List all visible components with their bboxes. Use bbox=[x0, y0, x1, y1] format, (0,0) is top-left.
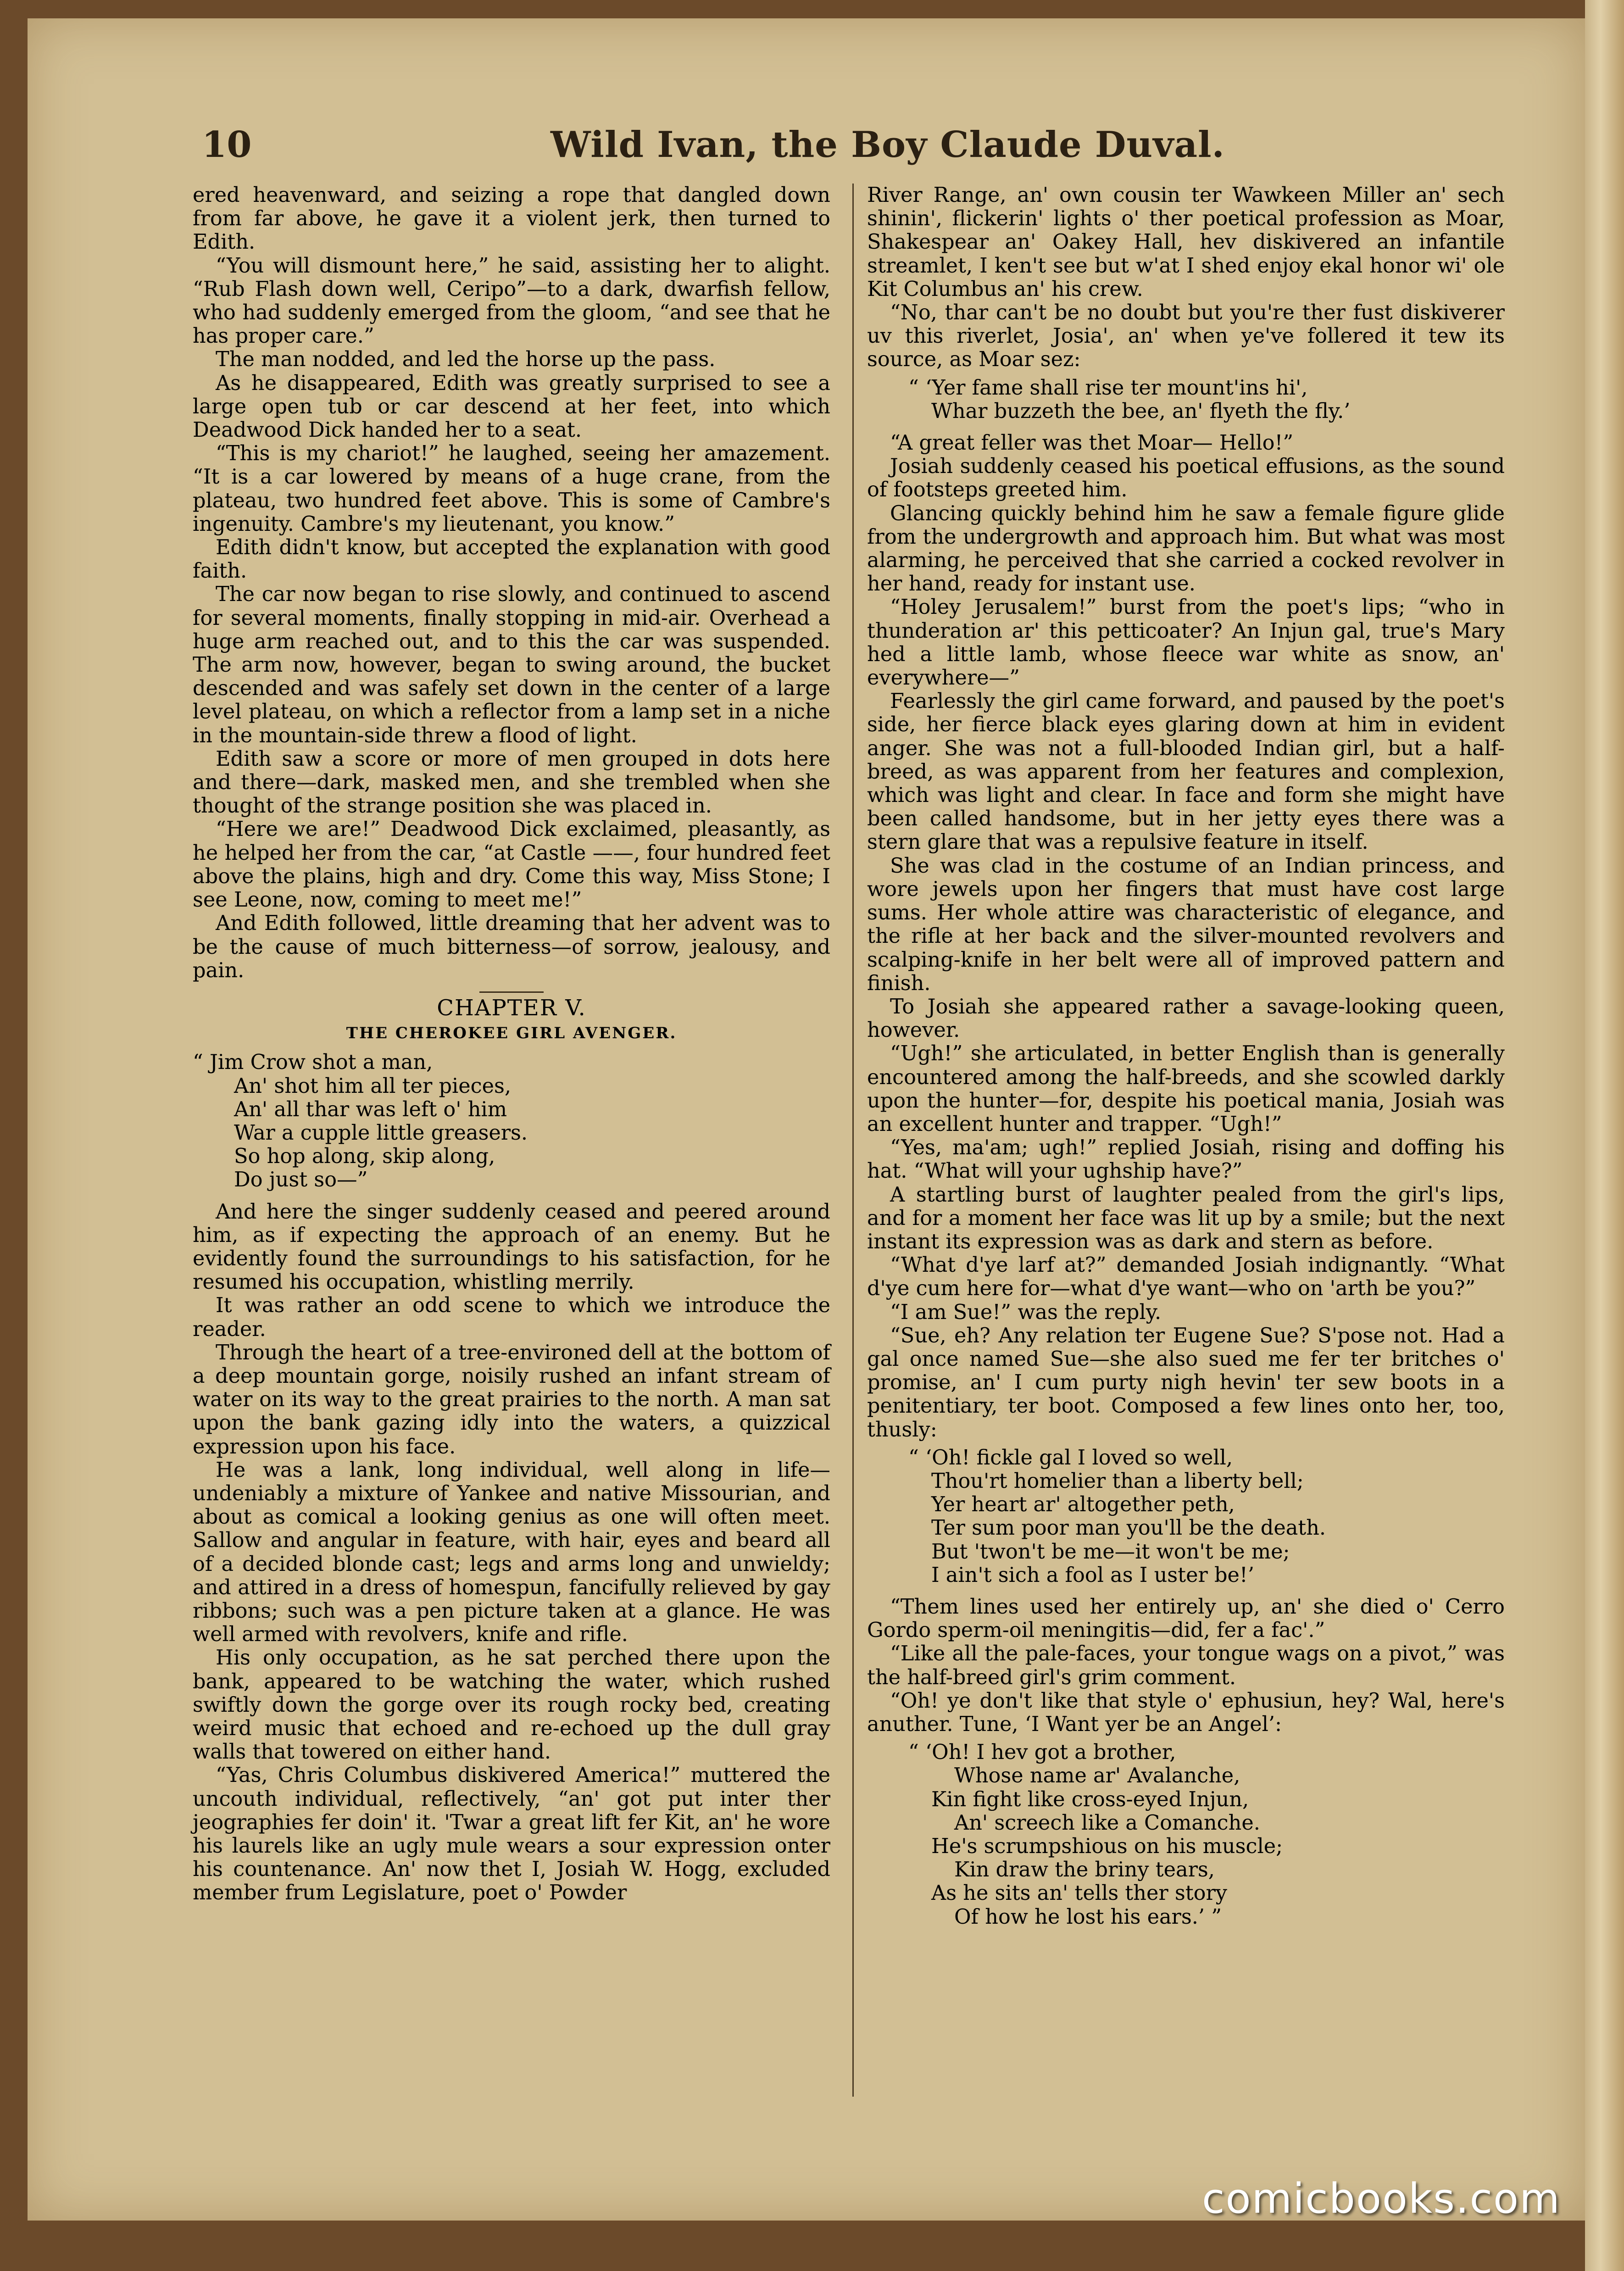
paragraph: “I am Sue!” was the reply. bbox=[890, 1300, 1162, 1324]
paragraph: “Ugh!” she articulated, in better English than is generally encountered among the half-breeds, and she scowled darkly upon the hunter—for, despite his poetical mania, Josiah was an excellent hunter and trapper. “Ugh!” bbox=[867, 1041, 1505, 1136]
paragraph: And here the singer suddenly ceased and peered around him, as if expecting the approach of an enemy. But he evidently found the surroundings to his satisfaction, for he resumed his occupation, whistling merrily. bbox=[193, 1199, 830, 1294]
chapter-subtitle: THE CHEROKEE GIRL AVENGER. bbox=[346, 1024, 677, 1043]
chapter-heading: CHAPTER V. bbox=[437, 995, 586, 1021]
paragraph: “You will dismount here,” he said, assisting her to alight. “Rub Flash down well, Ceripo”—to a dark, dwarfish fellow, who had suddenly emerged from the gloom, “and see that he has proper care.” bbox=[193, 253, 830, 348]
paragraph: ered heavenward, and seizing a rope that dangled down from far above, he gave it a violent jerk, then turned to Edith. bbox=[193, 183, 830, 254]
verse-line: Do just so—” bbox=[234, 1168, 368, 1192]
verse-line: An' screech like a Comanche. bbox=[954, 1810, 1260, 1835]
verse-line: “ Jim Crow shot a man, bbox=[193, 1050, 433, 1074]
paragraph: Edith didn't know, but accepted the explanation with good faith. bbox=[193, 535, 830, 583]
verse-line: Whar buzzeth the bee, an' flyeth the fly.’ bbox=[931, 399, 1351, 423]
paragraph: It was rather an odd scene to which we introduce the reader. bbox=[193, 1293, 830, 1341]
running-title: Wild Ivan, the Boy Claude Duval. bbox=[551, 124, 1225, 166]
verse-line: Ter sum poor man you'll be the death. bbox=[931, 1516, 1326, 1540]
verse-line: As he sits an' tells ther story bbox=[931, 1881, 1227, 1905]
book-spine-edge bbox=[1585, 0, 1624, 2271]
verse-block bbox=[867, 1741, 1505, 1929]
paragraph: “A great feller was thet Moar— Hello!” bbox=[890, 431, 1294, 455]
verse-line: Yer heart ar' altogether peth, bbox=[931, 1492, 1235, 1517]
watermark-text: comicbooks.com bbox=[1202, 2175, 1561, 2223]
verse-block bbox=[867, 376, 1505, 423]
verse-line: But 'twon't be me—it won't be me; bbox=[931, 1539, 1290, 1564]
verse-block bbox=[193, 1051, 830, 1191]
page-number: 10 bbox=[202, 124, 252, 166]
paragraph: “Holey Jerusalem!” burst from the poet's lips; “who in thunderation ar' this petticoater? An Injun gal, true's Mary hed a little lamb, whose fleece war white as snow, an' everywhere—” bbox=[867, 595, 1505, 690]
paragraph: “Oh! ye don't like that style o' ephusiun, hey? Wal, here's anuther. Tune, ‘I Want yer be an Angel’: bbox=[867, 1688, 1505, 1736]
verse-line: Kin fight like cross-eyed Injun, bbox=[931, 1787, 1249, 1811]
verse-line: War a cupple little greasers. bbox=[234, 1120, 528, 1145]
page-header bbox=[202, 110, 1477, 184]
paragraph: “Sue, eh? Any relation ter Eugene Sue? S'pose not. Had a gal once named Sue—she also sued me fer ter britches o' promise, an' I cum purty nigh hevin' ter sew boots in a penitentiary, ter boot. Composed a few lines onto her, too, thusly: bbox=[867, 1323, 1505, 1442]
paragraph: Edith saw a score or more of men grouped in dots here and there—dark, masked men, and she trembled when she thought of the strange position she was placed in. bbox=[193, 746, 830, 818]
paragraph: River Range, an' own cousin ter Wawkeen Miller an' sech shinin', flickerin' lights o' ther poetical profession as Moar, Shakespear an' Oakey Hall, hev diskivered an infantile streamlet, I ken't see but w'at I shed enjoy ekal honor wi' ole Kit Columbus an' his crew. bbox=[867, 183, 1505, 301]
verse-line: An' shot him all ter pieces, bbox=[234, 1074, 512, 1098]
verse-line: Thou'rt homelier than a liberty bell; bbox=[931, 1469, 1304, 1493]
verse-line: Of how he lost his ears.’ ” bbox=[954, 1904, 1222, 1929]
left-column bbox=[193, 184, 830, 1905]
paragraph: The car now began to rise slowly, and continued to ascend for several moments, finally stopping in mid-air. Overhead a huge arm reached out, and to this the car was suspended. The arm now, however, began to swing around, the bucket descended and was safely set down in the center of a large level plateau, on which a reflector from a lamp set in a niche in the mountain-side threw a flood of light. bbox=[193, 582, 830, 747]
paragraph: A startling burst of laughter pealed from the girl's lips, and for a moment her face was lit up by a smile; but the next instant its expression was as dark and stern as before. bbox=[867, 1182, 1505, 1253]
paragraph: “This is my chariot!” he laughed, seeing her amazement. “It is a car lowered by means of a huge crane, from the plateau, two hundred feet above. This is some of Cambre's ingenuity. Cambre's my lieutenant, you know.” bbox=[193, 441, 830, 536]
paragraph: He was a lank, long individual, well along in life—undeniably a mixture of Yankee and native Missourian, and about as comical a looking genius as one will often meet. Sallow and angular in feature, with hair, eyes and beard all of a decided blonde cast; legs and arms long and unwieldy; and attired in a dress of homespun, fancifully relieved by gay ribbons; such was a pen picture taken at a glance. He was well armed with revolvers, knife and rifle. bbox=[193, 1458, 830, 1647]
column-divider bbox=[852, 184, 854, 2097]
paragraph: “What d'ye larf at?” demanded Josiah indignantly. “What d'ye cum here for—what d'ye want—who on 'arth be you?” bbox=[867, 1253, 1505, 1301]
verse-line: “ ‘Oh! fickle gal I loved so well, bbox=[908, 1445, 1233, 1469]
paragraph: She was clad in the costume of an Indian princess, and wore jewels upon her fingers that must have cost large sums. Her whole attire was characteristic of elegance, and the rifle at her back and the silver-mounted revolvers and scalping-knife in her belt were all of improved pattern and finish. bbox=[867, 853, 1505, 995]
paragraph: Glancing quickly behind him he saw a female figure glide from the undergrowth and approach him. But what was most alarming, he perceived that she carried a cocked revolver in her hand, ready for instant use. bbox=[867, 501, 1505, 596]
paragraph: Josiah suddenly ceased his poetical effusions, as the sound of footsteps greeted him. bbox=[867, 454, 1505, 502]
paragraph: As he disappeared, Edith was greatly surprised to see a large open tub or car descend at her feet, into which Deadwood Dick handed her to a seat. bbox=[193, 371, 830, 442]
paragraph: Through the heart of a tree-environed dell at the bottom of a deep mountain gorge, noisily rushed an infant stream of water on its way to the great prairies to the north. A man sat upon the bank gazing idly into the waters, a quizzical expression upon his face. bbox=[193, 1340, 830, 1458]
verse-line: Kin draw the briny tears, bbox=[954, 1858, 1215, 1882]
verse-line: He's scrumpshious on his muscle; bbox=[931, 1834, 1283, 1859]
paragraph: “Them lines used her entirely up, an' she died o' Cerro Gordo sperm-oil meningitis—did, fer a fac'.” bbox=[867, 1594, 1505, 1642]
paragraph: The man nodded, and led the horse up the pass. bbox=[216, 347, 716, 372]
right-column bbox=[867, 184, 1505, 1937]
paragraph: Fearlessly the girl came forward, and paused by the poet's side, her fierce black eyes glaring down at him in evident anger. She was not a full-blooded Indian girl, but a half-breed, as was apparent from her features and complexion, which was light and clear. In face and form she might have been called handsome, but in her jetty eyes there was a stern glare that was a repulsive feature in itself. bbox=[867, 689, 1505, 854]
verse-line: So hop along, skip along, bbox=[234, 1144, 495, 1169]
verse-line: I ain't sich a fool as I uster be!’ bbox=[931, 1563, 1255, 1587]
verse-line: Whose name ar' Avalanche, bbox=[954, 1764, 1240, 1788]
verse-line: An' all thar was left o' him bbox=[234, 1097, 507, 1121]
paragraph: “Yas, Chris Columbus diskivered America!” muttered the uncouth individual, reflectively, “an' got put inter ther jeographies fer doin' it. 'Twar a great lift fer Kit, an' he wore his laurels like an ugly mule wears a sour expression onter his countenance. An' now thet I, Josiah W. Hogg, excluded member frum Legislature, poet o' Powder bbox=[193, 1763, 830, 1905]
chapter-rule bbox=[479, 991, 544, 993]
verse-line: “ ‘Yer fame shall rise ter mount'ins hi', bbox=[908, 375, 1308, 400]
paragraph: “Yes, ma'am; ugh!” replied Josiah, rising and doffing his hat. “What will your ughship have?” bbox=[867, 1136, 1505, 1183]
paragraph: “Here we are!” Deadwood Dick exclaimed, pleasantly, as he helped her from the car, “at Castle ——, four hundred feet above the plains, high and dry. Come this way, Miss Stone; I see Leone, now, coming to meet me!” bbox=[193, 817, 830, 912]
verse-line: “ ‘Oh! I hev got a brother, bbox=[908, 1740, 1176, 1764]
paragraph: “Like all the pale-faces, your tongue wags on a pivot,” was the half-breed girl's grim comment. bbox=[867, 1642, 1505, 1689]
verse-block bbox=[867, 1446, 1505, 1587]
paragraph: “No, thar can't be no doubt but you're ther fust diskiverer uv this riverlet, Josia', an' when ye've follered it tew its source, as Moar sez: bbox=[867, 301, 1505, 372]
paragraph: To Josiah she appeared rather a savage-looking queen, however. bbox=[867, 994, 1505, 1042]
paragraph: And Edith followed, little dreaming that her advent was to be the cause of much bitterness—of sorrow, jealousy, and pain. bbox=[193, 911, 830, 982]
paragraph: His only occupation, as he sat perched there upon the bank, appeared to be watching the water, which rushed swiftly down the gorge over its rough rocky bed, creating weird music that echoed and re-echoed up the dull gray walls that towered on either hand. bbox=[193, 1646, 830, 1764]
